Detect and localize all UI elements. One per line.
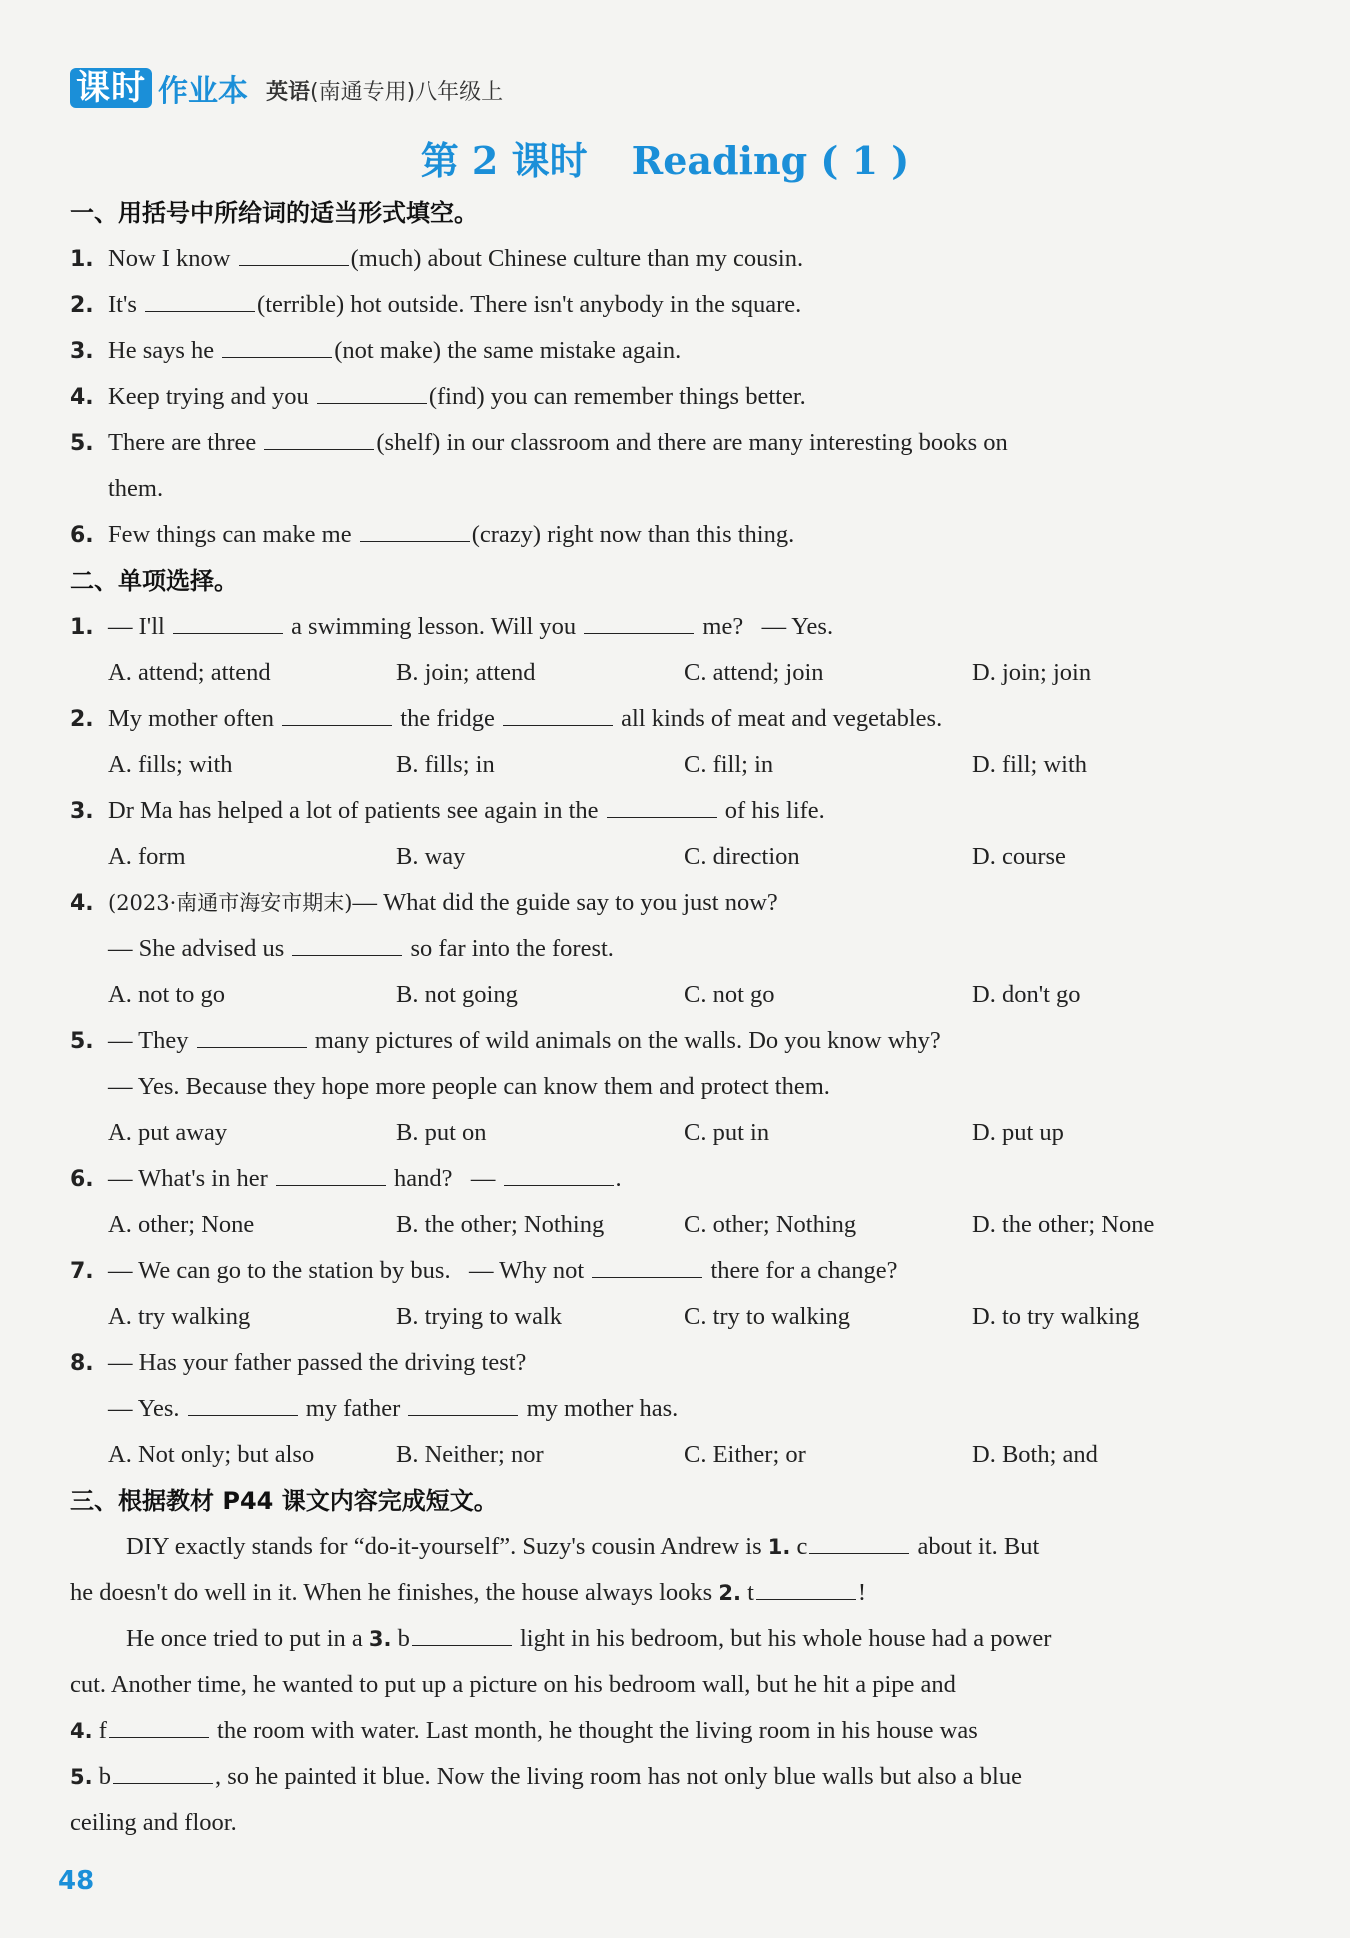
option-b[interactable]: B. trying to walk <box>396 1303 563 1330</box>
answer-blank[interactable] <box>408 1389 518 1416</box>
question-text: — Has your father passed the driving test? <box>108 1349 527 1376</box>
answer-blank[interactable] <box>292 929 402 956</box>
passage-text: he doesn't do well in it. When he finishes, the house always looks <box>70 1579 713 1606</box>
passage-line <box>70 1754 1260 1800</box>
question-text: so far into the forest. <box>410 935 614 962</box>
question-row <box>70 788 1260 834</box>
lesson-title-cn: 第 2 课时 <box>420 138 588 183</box>
question-text: (shelf) in our classroom and there are many interesting books on <box>376 429 1008 456</box>
question-text: — Yes. <box>108 1395 180 1422</box>
answer-blank[interactable] <box>188 1389 298 1416</box>
option-c[interactable]: C. Either; or <box>684 1441 806 1468</box>
option-b[interactable]: B. not going <box>396 981 518 1008</box>
option-d[interactable]: D. join; join <box>972 659 1092 686</box>
question-text: my mother has. <box>526 1395 679 1422</box>
subject-bold: 英语 <box>266 80 311 105</box>
question-text: (terrible) hot outside. There isn't anybody in the square. <box>257 291 802 318</box>
option-b[interactable]: B. Neither; nor <box>396 1441 544 1468</box>
option-d[interactable]: D. to try walking <box>972 1303 1140 1330</box>
question-text: There are three <box>108 429 257 456</box>
question-row <box>70 374 1260 420</box>
question-text: there for a change? <box>710 1257 898 1284</box>
answer-blank[interactable] <box>412 1619 512 1646</box>
question-row <box>70 696 1260 742</box>
option-d[interactable]: D. fill; with <box>972 751 1088 778</box>
question-text: all kinds of meat and vegetables. <box>621 705 943 732</box>
question-number: 6. <box>70 523 94 548</box>
option-b[interactable]: B. fills; in <box>396 751 495 778</box>
answer-blank[interactable] <box>173 607 283 634</box>
question-number: 4. <box>70 385 94 410</box>
passage-line <box>70 1524 1260 1570</box>
option-d[interactable]: D. put up <box>972 1119 1064 1146</box>
question-row <box>70 1248 1260 1294</box>
question-number: 6. <box>70 1167 94 1192</box>
logo-box: 课时 <box>70 68 152 108</box>
blank-initial: t <box>747 1579 754 1606</box>
option-a[interactable]: A. fills; with <box>108 751 233 778</box>
question-text: — They <box>108 1027 189 1054</box>
question-number: 4. <box>70 891 94 916</box>
passage-text: about it. But <box>917 1533 1040 1560</box>
question-text: (crazy) right now than this thing. <box>471 521 795 548</box>
question-number: 1. <box>70 615 94 640</box>
question-text: My mother often <box>108 705 275 732</box>
question-text: — I'll <box>108 613 165 640</box>
passage-line: cut. Another time, he wanted to put up a picture on his bedroom wall, but he hit a pipe and <box>70 1671 956 1698</box>
question-text: Few things can make me <box>108 521 352 548</box>
question-row <box>70 1156 1260 1202</box>
options-row <box>70 742 1260 788</box>
passage-text: He once tried to put in a <box>126 1625 363 1652</box>
passage-text: the room with water. Last month, he thought the living room in his house was <box>217 1717 978 1744</box>
option-c[interactable]: C. other; Nothing <box>684 1211 857 1238</box>
option-d[interactable]: D. the other; None <box>972 1211 1155 1238</box>
question-text: . <box>615 1165 622 1192</box>
question-text: Dr Ma has helped a lot of patients see again in the <box>108 797 599 824</box>
option-a[interactable]: A. attend; attend <box>108 659 271 686</box>
page-number: 48 <box>58 1866 95 1896</box>
question-continuation <box>70 926 1260 972</box>
question-text: — We can go to the station by bus. <box>108 1257 451 1284</box>
question-text: — What's in her <box>108 1165 268 1192</box>
question-text: me? <box>702 613 744 640</box>
question-number: 5. <box>70 1029 94 1054</box>
option-c[interactable]: C. put in <box>684 1119 770 1146</box>
option-a[interactable]: A. Not only; but also <box>108 1441 315 1468</box>
options-row <box>70 834 1260 880</box>
option-c[interactable]: C. not go <box>684 981 775 1008</box>
question-text: — She advised us <box>108 935 285 962</box>
answer-blank[interactable] <box>222 331 332 358</box>
question-row <box>70 328 1260 374</box>
options-row <box>70 1432 1260 1478</box>
blank-number: 5. <box>70 1765 93 1789</box>
question-row <box>70 512 1260 558</box>
question-text: many pictures of wild animals on the walls. Do you know why? <box>314 1027 941 1054</box>
question-number: 5. <box>70 431 94 456</box>
option-a[interactable]: A. not to go <box>108 981 226 1008</box>
question-number: 3. <box>70 799 94 824</box>
passage-line <box>70 1616 1260 1662</box>
question-text: (find) you can remember things better. <box>428 383 806 410</box>
question-number: 7. <box>70 1259 94 1284</box>
question-row <box>70 1340 1260 1386</box>
question-text: — <box>470 1165 496 1192</box>
passage-line <box>70 1708 1260 1754</box>
answer-blank[interactable] <box>109 1711 209 1738</box>
answer-blank[interactable] <box>584 607 694 634</box>
option-b[interactable]: B. join; attend <box>396 659 536 686</box>
question-row <box>70 420 1260 466</box>
passage-text: ! <box>857 1579 867 1606</box>
question-text: hand? <box>394 1165 453 1192</box>
option-d[interactable]: D. Both; and <box>972 1441 1098 1468</box>
options-row <box>70 1110 1260 1156</box>
answer-blank[interactable] <box>504 1159 614 1186</box>
option-c[interactable]: C. try to walking <box>684 1303 851 1330</box>
question-continuation: — Yes. Because they hope more people can know them and protect them. <box>108 1073 830 1100</box>
question-row <box>70 236 1260 282</box>
passage-line: ceiling and floor. <box>70 1809 237 1836</box>
answer-blank[interactable] <box>197 1021 307 1048</box>
question-number: 1. <box>70 247 94 272</box>
passage-text: DIY exactly stands for “do-it-yourself”. Suzy's cousin Andrew is <box>126 1533 762 1560</box>
question-text: Keep trying and you <box>108 383 309 410</box>
answer-blank[interactable] <box>317 377 427 404</box>
question-continuation <box>70 1386 1260 1432</box>
answer-blank[interactable] <box>503 699 613 726</box>
subject-label <box>266 75 503 110</box>
answer-blank[interactable] <box>607 791 717 818</box>
option-c[interactable]: C. fill; in <box>684 751 774 778</box>
question-text: a swimming lesson. Will you <box>291 613 577 640</box>
option-a[interactable]: A. put away <box>108 1119 228 1146</box>
blank-number: 3. <box>368 1627 392 1651</box>
blank-initial: f <box>98 1717 107 1744</box>
blank-initial: b <box>98 1763 111 1790</box>
section-2-heading: 二、单项选择。 <box>70 567 238 595</box>
answer-blank[interactable] <box>360 515 470 542</box>
passage-text: , so he painted it blue. Now the living room has not only blue walls but also a blue <box>214 1763 1022 1790</box>
answer-blank[interactable] <box>264 423 374 450</box>
question-row <box>70 1018 1260 1064</box>
answer-blank[interactable] <box>113 1757 213 1784</box>
blank-number: 1. <box>767 1535 791 1559</box>
option-a[interactable]: A. form <box>108 843 186 870</box>
option-b[interactable]: B. way <box>396 843 466 870</box>
blank-number: 2. <box>718 1581 741 1605</box>
answer-blank[interactable] <box>276 1159 386 1186</box>
passage-text: light in his bedroom, but his whole house had a power <box>519 1625 1052 1652</box>
question-text: (not make) the same mistake again. <box>334 337 682 364</box>
option-c[interactable]: C. attend; join <box>684 659 824 686</box>
question-number: 3. <box>70 339 94 364</box>
question-text: the fridge <box>400 705 495 732</box>
answer-blank[interactable] <box>809 1527 909 1554</box>
question-text: my father <box>305 1395 401 1422</box>
question-number: 2. <box>70 293 94 318</box>
logo-text: 作业本 <box>158 74 248 109</box>
passage-line <box>70 1570 1260 1616</box>
question-number: 8. <box>70 1351 94 1376</box>
question-text: — Yes. <box>761 613 834 640</box>
question-text: — What did the guide say to you just now? <box>352 889 778 916</box>
lesson-title-en: Reading ( 1 ) <box>631 138 910 183</box>
question-continuation: them. <box>108 475 164 502</box>
options-row <box>70 1294 1260 1340</box>
answer-blank[interactable] <box>756 1573 856 1600</box>
question-text: (much) about Chinese culture than my cousin. <box>350 245 804 272</box>
answer-blank[interactable] <box>282 699 392 726</box>
question-text: It's <box>108 291 137 318</box>
lesson-title <box>70 130 1260 190</box>
option-b[interactable]: B. put on <box>396 1119 487 1146</box>
option-d[interactable]: D. don't go <box>972 981 1081 1008</box>
section-3-heading: 三、根据教材 P44 课文内容完成短文。 <box>70 1487 498 1515</box>
subject-rest: (南通专用)八年级上 <box>310 80 504 105</box>
options-row <box>70 972 1260 1018</box>
answer-blank[interactable] <box>145 285 255 312</box>
option-d[interactable]: D. course <box>972 843 1066 870</box>
section-1-heading: 一、用括号中所给词的适当形式填空。 <box>70 199 478 227</box>
blank-number: 4. <box>70 1719 93 1743</box>
question-source: (2023·南通市海安市期末) <box>108 891 353 915</box>
options-row <box>70 1202 1260 1248</box>
answer-blank[interactable] <box>239 239 349 266</box>
option-b[interactable]: B. the other; Nothing <box>396 1211 605 1238</box>
blank-initial: b <box>397 1625 410 1652</box>
question-row <box>70 282 1260 328</box>
answer-blank[interactable] <box>592 1251 702 1278</box>
blank-initial: c <box>796 1533 808 1560</box>
question-row <box>70 880 1260 926</box>
page-header <box>70 58 1260 110</box>
question-text: of his life. <box>724 797 825 824</box>
question-text: He says he <box>108 337 215 364</box>
question-text: Now I know <box>108 245 231 272</box>
question-row <box>70 604 1260 650</box>
question-number: 2. <box>70 707 94 732</box>
option-a[interactable]: A. try walking <box>108 1303 251 1330</box>
brand-logo <box>70 66 248 110</box>
question-text: — Why not <box>468 1257 585 1284</box>
option-c[interactable]: C. direction <box>684 843 800 870</box>
options-row <box>70 650 1260 696</box>
option-a[interactable]: A. other; None <box>108 1211 255 1238</box>
